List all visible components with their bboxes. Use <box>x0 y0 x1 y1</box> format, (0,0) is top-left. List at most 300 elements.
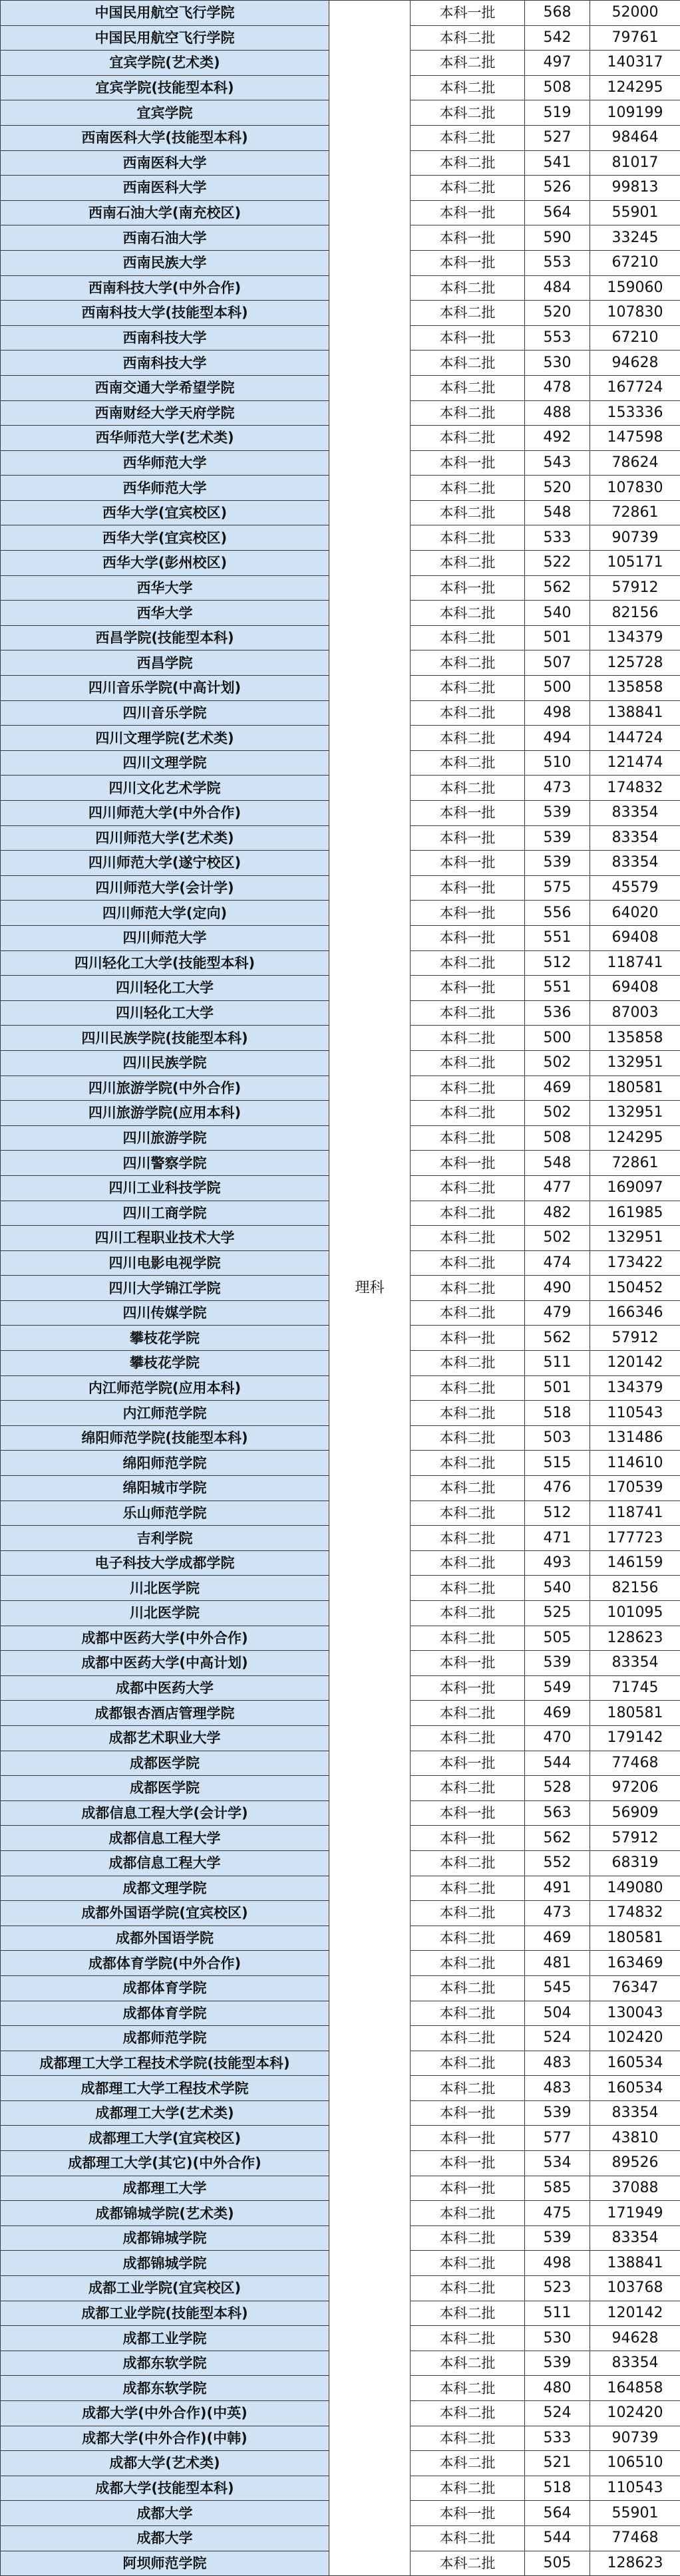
rank-cell: 69408 <box>590 976 680 1001</box>
score-cell: 480 <box>525 2376 590 2401</box>
score-cell: 551 <box>525 925 590 950</box>
school-name-cell: 四川师范大学(定向) <box>1 901 329 926</box>
score-cell: 508 <box>525 75 590 100</box>
batch-cell: 本科二批 <box>411 1550 525 1576</box>
school-name-cell: 成都医学院 <box>1 1751 329 1776</box>
rank-cell: 135858 <box>590 1026 680 1051</box>
score-cell: 541 <box>525 150 590 176</box>
school-name-cell: 成都工业学院 <box>1 2326 329 2351</box>
school-name-cell: 成都工业学院(宜宾校区) <box>1 2276 329 2301</box>
batch-cell: 本科二批 <box>411 176 525 201</box>
batch-cell: 本科二批 <box>411 375 525 400</box>
score-cell: 515 <box>525 1451 590 1476</box>
batch-cell: 本科二批 <box>411 2376 525 2401</box>
score-cell: 469 <box>525 1926 590 1951</box>
school-name-cell: 成都文理学院 <box>1 1876 329 1901</box>
school-name-cell: 成都信息工程大学 <box>1 1850 329 1876</box>
school-name-cell: 成都理工大学(艺术类) <box>1 2100 329 2126</box>
rank-cell: 71745 <box>590 1675 680 1701</box>
batch-cell: 本科二批 <box>411 1951 525 1976</box>
school-name-cell: 四川民族学院 <box>1 1050 329 1075</box>
school-name-cell: 成都大学(技能型本科) <box>1 2476 329 2501</box>
score-cell: 563 <box>525 1800 590 1826</box>
score-cell: 562 <box>525 575 590 601</box>
rank-cell: 164858 <box>590 2376 680 2401</box>
school-name-cell: 西南财经大学天府学院 <box>1 400 329 426</box>
school-name-cell: 西华大学(彭州校区) <box>1 551 329 576</box>
score-cell: 482 <box>525 1201 590 1226</box>
batch-cell: 本科二批 <box>411 525 525 551</box>
rank-cell: 97206 <box>590 1776 680 1801</box>
rank-cell: 153336 <box>590 400 680 426</box>
rank-cell: 78624 <box>590 450 680 476</box>
rank-cell: 83354 <box>590 2351 680 2376</box>
score-cell: 577 <box>525 2126 590 2151</box>
school-name-cell: 西华师范大学 <box>1 476 329 501</box>
school-name-cell: 四川音乐学院 <box>1 700 329 726</box>
batch-cell: 本科二批 <box>411 500 525 525</box>
score-cell: 539 <box>525 825 590 851</box>
rank-cell: 56909 <box>590 1800 680 1826</box>
rank-cell: 76347 <box>590 1975 680 2001</box>
score-cell: 539 <box>525 2225 590 2251</box>
rank-cell: 179142 <box>590 1725 680 1751</box>
score-cell: 518 <box>525 1401 590 1426</box>
rank-cell: 45579 <box>590 875 680 901</box>
rank-cell: 138841 <box>590 700 680 726</box>
school-name-cell: 四川民族学院(技能型本科) <box>1 1026 329 1051</box>
batch-cell: 本科二批 <box>411 1701 525 1726</box>
school-name-cell: 成都理工大学(其它)(中外合作) <box>1 2151 329 2176</box>
batch-cell: 本科二批 <box>411 1926 525 1951</box>
score-cell: 530 <box>525 351 590 376</box>
batch-cell: 本科二批 <box>411 2525 525 2551</box>
batch-cell: 本科二批 <box>411 950 525 976</box>
score-cell: 585 <box>525 2176 590 2201</box>
rank-cell: 121474 <box>590 750 680 776</box>
score-cell: 533 <box>525 2426 590 2451</box>
batch-cell: 本科二批 <box>411 2076 525 2101</box>
score-cell: 525 <box>525 1601 590 1626</box>
rank-cell: 33245 <box>590 225 680 251</box>
batch-cell: 本科二批 <box>411 650 525 676</box>
school-name-cell: 四川师范大学(艺术类) <box>1 825 329 851</box>
school-name-cell: 绵阳城市学院 <box>1 1476 329 1501</box>
score-cell: 521 <box>525 2451 590 2476</box>
school-name-cell: 四川警察学院 <box>1 1151 329 1176</box>
school-name-cell: 四川轻化工大学 <box>1 1000 329 1026</box>
rank-cell: 174832 <box>590 776 680 801</box>
table-row <box>1 1 680 26</box>
batch-cell: 本科一批 <box>411 2501 525 2526</box>
batch-cell: 本科一批 <box>411 325 525 351</box>
school-name-cell: 四川文化艺术学院 <box>1 776 329 801</box>
batch-cell: 本科二批 <box>411 1375 525 1401</box>
rank-cell: 107830 <box>590 301 680 326</box>
school-name-cell: 西华大学 <box>1 575 329 601</box>
score-cell: 542 <box>525 25 590 51</box>
rank-cell: 180581 <box>590 1926 680 1951</box>
rank-cell: 118741 <box>590 950 680 976</box>
batch-cell: 本科二批 <box>411 726 525 751</box>
batch-cell: 本科一批 <box>411 2126 525 2151</box>
rank-cell: 125728 <box>590 650 680 676</box>
score-cell: 523 <box>525 2276 590 2301</box>
batch-cell: 本科一批 <box>411 225 525 251</box>
rank-cell: 99813 <box>590 176 680 201</box>
batch-cell: 本科二批 <box>411 426 525 451</box>
batch-cell: 本科二批 <box>411 2326 525 2351</box>
rank-cell: 67210 <box>590 325 680 351</box>
rank-cell: 174832 <box>590 1901 680 1926</box>
batch-cell: 本科一批 <box>411 801 525 826</box>
batch-cell: 本科二批 <box>411 2301 525 2326</box>
score-cell: 552 <box>525 1850 590 1876</box>
school-name-cell: 成都中医药大学 <box>1 1675 329 1701</box>
score-cell: 548 <box>525 1151 590 1176</box>
school-name-cell: 四川旅游学院 <box>1 1125 329 1151</box>
school-name-cell: 成都工业学院(技能型本科) <box>1 2301 329 2326</box>
batch-cell: 本科二批 <box>411 1075 525 1101</box>
school-name-cell: 成都银杏酒店管理学院 <box>1 1701 329 1726</box>
school-name-cell: 西昌学院 <box>1 650 329 676</box>
batch-cell: 本科二批 <box>411 1226 525 1251</box>
school-name-cell: 吉利学院 <box>1 1526 329 1551</box>
rank-cell: 72861 <box>590 1151 680 1176</box>
score-cell: 469 <box>525 1075 590 1101</box>
school-name-cell: 攀枝花学院 <box>1 1351 329 1376</box>
batch-cell: 本科二批 <box>411 275 525 301</box>
score-cell: 520 <box>525 301 590 326</box>
rank-cell: 159060 <box>590 275 680 301</box>
rank-cell: 90739 <box>590 525 680 551</box>
score-cell: 488 <box>525 400 590 426</box>
batch-cell: 本科一批 <box>411 851 525 876</box>
score-cell: 551 <box>525 976 590 1001</box>
school-name-cell: 西南石油大学 <box>1 225 329 251</box>
school-name-cell: 宜宾学院(技能型本科) <box>1 75 329 100</box>
school-name-cell: 电子科技大学成都学院 <box>1 1550 329 1576</box>
score-cell: 543 <box>525 450 590 476</box>
batch-cell: 本科一批 <box>411 901 525 926</box>
school-name-cell: 成都大学 <box>1 2525 329 2551</box>
school-name-cell: 绵阳师范学院(技能型本科) <box>1 1425 329 1451</box>
rank-cell: 134379 <box>590 625 680 650</box>
rank-cell: 57912 <box>590 575 680 601</box>
school-name-cell: 川北医学院 <box>1 1576 329 1601</box>
school-name-cell: 西华师范大学(艺术类) <box>1 426 329 451</box>
batch-cell: 本科一批 <box>411 1800 525 1826</box>
score-cell: 498 <box>525 2251 590 2276</box>
school-name-cell: 西华大学 <box>1 601 329 626</box>
rank-cell: 128623 <box>590 1626 680 1651</box>
score-cell: 476 <box>525 1476 590 1501</box>
school-name-cell: 成都中医药大学(中外合作) <box>1 1626 329 1651</box>
score-cell: 512 <box>525 1501 590 1526</box>
rank-cell: 69408 <box>590 925 680 950</box>
score-cell: 505 <box>525 1626 590 1651</box>
batch-cell: 本科二批 <box>411 2026 525 2051</box>
batch-cell: 本科二批 <box>411 1975 525 2001</box>
batch-cell: 本科二批 <box>411 1125 525 1151</box>
school-name-cell: 西南交通大学希望学院 <box>1 375 329 400</box>
score-cell: 534 <box>525 2151 590 2176</box>
score-cell: 504 <box>525 2001 590 2026</box>
rank-cell: 79761 <box>590 25 680 51</box>
score-cell: 545 <box>525 1975 590 2001</box>
school-name-cell: 成都大学 <box>1 2501 329 2526</box>
school-name-cell: 四川大学锦江学院 <box>1 1276 329 1301</box>
rank-cell: 89526 <box>590 2151 680 2176</box>
rank-cell: 110543 <box>590 2476 680 2501</box>
score-cell: 500 <box>525 676 590 701</box>
school-name-cell: 川北医学院 <box>1 1601 329 1626</box>
school-name-cell: 四川文理学院(艺术类) <box>1 726 329 751</box>
rank-cell: 83354 <box>590 1651 680 1676</box>
rank-cell: 81017 <box>590 150 680 176</box>
score-cell: 519 <box>525 100 590 126</box>
batch-cell: 本科二批 <box>411 25 525 51</box>
rank-cell: 131486 <box>590 1425 680 1451</box>
school-name-cell: 西南医科大学 <box>1 176 329 201</box>
batch-cell: 本科一批 <box>411 2100 525 2126</box>
school-name-cell: 四川工业科技学院 <box>1 1175 329 1201</box>
batch-cell: 本科二批 <box>411 1476 525 1501</box>
school-name-cell: 宜宾学院(艺术类) <box>1 51 329 76</box>
school-name-cell: 四川工商学院 <box>1 1201 329 1226</box>
score-cell: 564 <box>525 200 590 225</box>
batch-cell: 本科二批 <box>411 625 525 650</box>
score-cell: 544 <box>525 2525 590 2551</box>
score-cell: 502 <box>525 1101 590 1126</box>
school-name-cell: 成都理工大学工程技术学院 <box>1 2076 329 2101</box>
score-cell: 474 <box>525 1250 590 1276</box>
rank-cell: 120142 <box>590 1351 680 1376</box>
batch-cell: 本科二批 <box>411 1451 525 1476</box>
score-cell: 483 <box>525 2076 590 2101</box>
batch-cell: 本科二批 <box>411 1776 525 1801</box>
school-name-cell: 西南民族大学 <box>1 250 329 275</box>
school-name-cell: 成都信息工程大学 <box>1 1826 329 1851</box>
school-name-cell: 西华大学(宜宾校区) <box>1 500 329 525</box>
batch-cell: 本科一批 <box>411 2176 525 2201</box>
rank-cell: 149080 <box>590 1876 680 1901</box>
batch-cell: 本科二批 <box>411 1050 525 1075</box>
rank-cell: 52000 <box>590 1 680 26</box>
school-name-cell: 成都大学(中外合作)(中韩) <box>1 2426 329 2451</box>
batch-cell: 本科二批 <box>411 1026 525 1051</box>
batch-cell: 本科二批 <box>411 1626 525 1651</box>
batch-cell: 本科一批 <box>411 575 525 601</box>
batch-cell: 本科二批 <box>411 351 525 376</box>
score-cell: 511 <box>525 2301 590 2326</box>
rank-cell: 106510 <box>590 2451 680 2476</box>
rank-cell: 128623 <box>590 2551 680 2576</box>
score-cell: 491 <box>525 1876 590 1901</box>
batch-cell: 本科二批 <box>411 2051 525 2076</box>
batch-cell: 本科二批 <box>411 601 525 626</box>
school-name-cell: 成都体育学院 <box>1 2001 329 2026</box>
batch-cell: 本科二批 <box>411 1351 525 1376</box>
rank-cell: 132951 <box>590 1101 680 1126</box>
batch-cell: 本科二批 <box>411 1175 525 1201</box>
school-name-cell: 成都锦城学院(艺术类) <box>1 2201 329 2226</box>
score-cell: 501 <box>525 1375 590 1401</box>
school-name-cell: 西南科技大学 <box>1 351 329 376</box>
rank-cell: 138841 <box>590 2251 680 2276</box>
rank-cell: 114610 <box>590 1451 680 1476</box>
batch-cell: 本科二批 <box>411 676 525 701</box>
batch-cell: 本科二批 <box>411 2451 525 2476</box>
score-cell: 540 <box>525 1576 590 1601</box>
score-cell: 510 <box>525 750 590 776</box>
batch-cell: 本科二批 <box>411 100 525 126</box>
score-cell: 503 <box>525 1425 590 1451</box>
batch-cell: 本科二批 <box>411 1725 525 1751</box>
batch-cell: 本科二批 <box>411 1300 525 1326</box>
score-cell: 469 <box>525 1701 590 1726</box>
score-cell: 479 <box>525 1300 590 1326</box>
score-cell: 508 <box>525 1125 590 1151</box>
score-cell: 502 <box>525 1050 590 1075</box>
score-cell: 544 <box>525 1751 590 1776</box>
rank-cell: 83354 <box>590 2100 680 2126</box>
score-cell: 498 <box>525 700 590 726</box>
school-name-cell: 四川工程职业技术大学 <box>1 1226 329 1251</box>
school-name-cell: 四川师范大学(中外合作) <box>1 801 329 826</box>
school-name-cell: 绵阳师范学院 <box>1 1451 329 1476</box>
rank-cell: 102420 <box>590 2026 680 2051</box>
score-cell: 497 <box>525 51 590 76</box>
score-cell: 539 <box>525 2100 590 2126</box>
rank-cell: 83354 <box>590 825 680 851</box>
school-name-cell: 成都理工大学 <box>1 2176 329 2201</box>
score-cell: 493 <box>525 1550 590 1576</box>
school-name-cell: 成都大学(中外合作)(中英) <box>1 2401 329 2426</box>
score-cell: 502 <box>525 1226 590 1251</box>
rank-cell: 180581 <box>590 1701 680 1726</box>
rank-cell: 105171 <box>590 551 680 576</box>
batch-cell: 本科二批 <box>411 2476 525 2501</box>
batch-cell: 本科二批 <box>411 700 525 726</box>
school-name-cell: 四川电影电视学院 <box>1 1250 329 1276</box>
subject-cell: 理科 <box>329 1 411 2576</box>
school-name-cell: 成都理工大学工程技术学院(技能型本科) <box>1 2051 329 2076</box>
school-name-cell: 四川传媒学院 <box>1 1300 329 1326</box>
batch-cell: 本科二批 <box>411 2551 525 2576</box>
score-cell: 539 <box>525 801 590 826</box>
school-name-cell: 内江师范学院 <box>1 1401 329 1426</box>
batch-cell: 本科二批 <box>411 75 525 100</box>
score-cell: 539 <box>525 851 590 876</box>
rank-cell: 110543 <box>590 1401 680 1426</box>
school-name-cell: 成都外国语学院(宜宾校区) <box>1 1901 329 1926</box>
school-name-cell: 成都锦城学院 <box>1 2225 329 2251</box>
rank-cell: 43810 <box>590 2126 680 2151</box>
rank-cell: 120142 <box>590 2301 680 2326</box>
batch-cell: 本科二批 <box>411 2401 525 2426</box>
batch-cell: 本科一批 <box>411 1326 525 1351</box>
rank-cell: 118741 <box>590 1501 680 1526</box>
score-cell: 522 <box>525 551 590 576</box>
rank-cell: 169097 <box>590 1175 680 1201</box>
rank-cell: 83354 <box>590 801 680 826</box>
batch-cell: 本科二批 <box>411 1601 525 1626</box>
school-name-cell: 西华师范大学 <box>1 450 329 476</box>
score-cell: 478 <box>525 375 590 400</box>
batch-cell: 本科一批 <box>411 1 525 26</box>
batch-cell: 本科一批 <box>411 825 525 851</box>
batch-cell: 本科一批 <box>411 250 525 275</box>
batch-cell: 本科二批 <box>411 1101 525 1126</box>
batch-cell: 本科二批 <box>411 2201 525 2226</box>
rank-cell: 144724 <box>590 726 680 751</box>
rank-cell: 82156 <box>590 1576 680 1601</box>
school-name-cell: 西华大学(宜宾校区) <box>1 525 329 551</box>
rank-cell: 177723 <box>590 1526 680 1551</box>
school-name-cell: 成都大学(艺术类) <box>1 2451 329 2476</box>
school-name-cell: 中国民用航空飞行学院 <box>1 1 329 26</box>
batch-cell: 本科二批 <box>411 2276 525 2301</box>
batch-cell: 本科二批 <box>411 1850 525 1876</box>
school-name-cell: 西南医科大学(技能型本科) <box>1 125 329 150</box>
score-cell: 490 <box>525 1276 590 1301</box>
school-name-cell: 攀枝花学院 <box>1 1326 329 1351</box>
rank-cell: 124295 <box>590 75 680 100</box>
school-name-cell: 四川师范大学 <box>1 925 329 950</box>
score-cell: 501 <box>525 625 590 650</box>
batch-cell: 本科二批 <box>411 1000 525 1026</box>
batch-cell: 本科一批 <box>411 1751 525 1776</box>
batch-cell: 本科一批 <box>411 2151 525 2176</box>
batch-cell: 本科一批 <box>411 976 525 1001</box>
rank-cell: 102420 <box>590 2401 680 2426</box>
rank-cell: 160534 <box>590 2051 680 2076</box>
batch-cell: 本科二批 <box>411 1901 525 1926</box>
rank-cell: 107830 <box>590 476 680 501</box>
rank-cell: 134379 <box>590 1375 680 1401</box>
batch-cell: 本科二批 <box>411 1250 525 1276</box>
rank-cell: 55901 <box>590 2501 680 2526</box>
rank-cell: 109199 <box>590 100 680 126</box>
rank-cell: 37088 <box>590 2176 680 2201</box>
batch-cell: 本科一批 <box>411 875 525 901</box>
school-name-cell: 四川师范大学(遂宁校区) <box>1 851 329 876</box>
rank-cell: 180581 <box>590 1075 680 1101</box>
score-cell: 527 <box>525 125 590 150</box>
batch-cell: 本科二批 <box>411 1576 525 1601</box>
score-cell: 536 <box>525 1000 590 1026</box>
school-name-cell: 四川旅游学院(中外合作) <box>1 1075 329 1101</box>
score-cell: 562 <box>525 1326 590 1351</box>
rank-cell: 64020 <box>590 901 680 926</box>
batch-cell: 本科二批 <box>411 2251 525 2276</box>
score-cell: 524 <box>525 2026 590 2051</box>
rank-cell: 167724 <box>590 375 680 400</box>
school-name-cell: 阿坝师范学院 <box>1 2551 329 2576</box>
rank-cell: 163469 <box>590 1951 680 1976</box>
rank-cell: 57912 <box>590 1826 680 1851</box>
score-cell: 539 <box>525 2351 590 2376</box>
school-name-cell: 四川轻化工大学(技能型本科) <box>1 950 329 976</box>
batch-cell: 本科二批 <box>411 1876 525 1901</box>
score-cell: 539 <box>525 1651 590 1676</box>
batch-cell: 本科二批 <box>411 776 525 801</box>
rank-cell: 103768 <box>590 2276 680 2301</box>
score-cell: 475 <box>525 2201 590 2226</box>
score-cell: 568 <box>525 1 590 26</box>
score-cell: 528 <box>525 1776 590 1801</box>
